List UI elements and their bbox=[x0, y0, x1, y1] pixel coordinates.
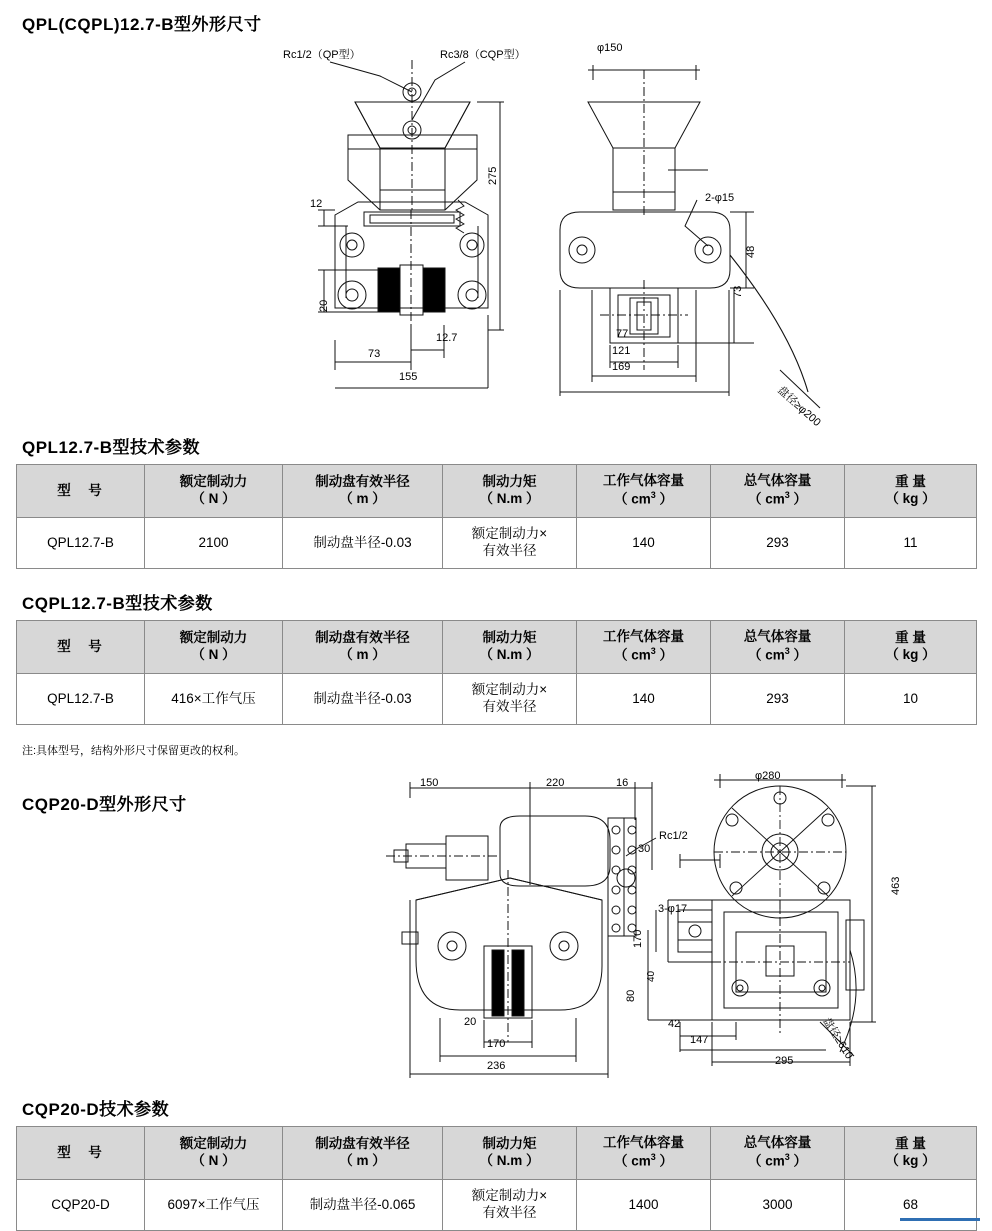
dim-48: 48 bbox=[745, 245, 757, 258]
cell-weight: 68 bbox=[845, 1180, 977, 1231]
th-model: 型 号 bbox=[17, 1127, 145, 1180]
drawing-cqp20-outline bbox=[380, 760, 900, 1090]
dim-463: 463 bbox=[890, 876, 902, 895]
th-work-gas: 工作气体容量 （ $cm^3$ ） bbox=[577, 465, 711, 518]
th-torque: 制动力矩 （ N.m ） bbox=[443, 1127, 577, 1180]
table-qpl12-7-b bbox=[16, 464, 977, 569]
th-disc-radius: 制动盘有效半径 （ m ） bbox=[283, 1127, 443, 1180]
dim-155: 155 bbox=[399, 371, 418, 383]
footnote: 注:具体型号，结构外形尺寸保留更改的权利。 bbox=[22, 745, 246, 757]
label-3phi17: 3-φ17 bbox=[658, 903, 688, 915]
th-total-gas: 总气体容量 （ $cm^3$ ） bbox=[711, 465, 845, 518]
th-rated-force: 额定制动力 （ N ） bbox=[145, 1127, 283, 1180]
cell-total-gas: 293 bbox=[711, 518, 845, 569]
dim-phi150: φ150 bbox=[597, 42, 623, 54]
cell-torque: 额定制动力× 有效半径 bbox=[443, 674, 577, 725]
dim-20b: 20 bbox=[464, 1016, 477, 1028]
cell-disc-radius: 制动盘半径-0.03 bbox=[283, 518, 443, 569]
cell-torque: 额定制动力× 有效半径 bbox=[443, 518, 577, 569]
cell-weight: 10 bbox=[845, 674, 977, 725]
dim-220: 220 bbox=[546, 777, 565, 789]
th-rated-force: 额定制动力 （ N ） bbox=[145, 465, 283, 518]
dim-12-7: 12.7 bbox=[436, 332, 458, 344]
section-title-cqp20-outline: CQP20-D型外形尺寸 bbox=[22, 795, 187, 814]
label-rc12-2: Rc1/2 bbox=[659, 830, 688, 842]
cell-rated-force: 2100 bbox=[145, 518, 283, 569]
label-rc12: Rc1/2（QP型） bbox=[283, 49, 361, 61]
th-disc-radius: 制动盘有效半径 （ m ） bbox=[283, 621, 443, 674]
cell-work-gas: 140 bbox=[577, 518, 711, 569]
th-rated-force: 额定制动力 （ N ） bbox=[145, 621, 283, 674]
cell-model: QPL12.7-B bbox=[17, 674, 145, 725]
th-weight: 重 量 （ kg ） bbox=[845, 465, 977, 518]
dim-150: 150 bbox=[420, 777, 439, 789]
dim-12: 12 bbox=[310, 198, 323, 210]
label-rc38: Rc3/8（CQP型） bbox=[440, 49, 526, 61]
cell-model: CQP20-D bbox=[17, 1180, 145, 1231]
table-header-row bbox=[17, 465, 977, 518]
dim-40: 40 bbox=[646, 970, 657, 982]
dim-170-v: 170 bbox=[632, 929, 644, 948]
dim-147: 147 bbox=[690, 1034, 709, 1046]
table-row bbox=[17, 518, 977, 569]
table-header-row bbox=[17, 621, 977, 674]
dim-236: 236 bbox=[487, 1060, 506, 1072]
th-weight: 重 量 （ kg ） bbox=[845, 1127, 977, 1180]
section-title-qpl-outline: QPL(CQPL)12.7-B型外形尺寸 bbox=[22, 15, 262, 34]
dim-170: 170 bbox=[487, 1038, 506, 1050]
section-title-cqpl-params: CQPL12.7-B型技术参数 bbox=[22, 594, 213, 613]
th-model: 型 号 bbox=[17, 465, 145, 518]
section-title-cqp20-params: CQP20-D技术参数 bbox=[22, 1100, 170, 1119]
dim-121: 121 bbox=[612, 345, 631, 357]
table-row bbox=[17, 1180, 977, 1231]
th-work-gas: 工作气体容量 （ $cm^3$ ） bbox=[577, 1127, 711, 1180]
label-disc-diameter: 盘径≥φ200 bbox=[774, 384, 823, 429]
table-row bbox=[17, 674, 977, 725]
dim-phi280: φ280 bbox=[755, 770, 781, 782]
table-cqpl12-7-b bbox=[16, 620, 977, 725]
cell-disc-radius: 制动盘半径-0.03 bbox=[283, 674, 443, 725]
dim-77: 77 bbox=[616, 328, 629, 340]
th-torque: 制动力矩 （ N.m ） bbox=[443, 621, 577, 674]
cell-total-gas: 3000 bbox=[711, 1180, 845, 1231]
th-total-gas: 总气体容量 （ $cm^3$ ） bbox=[711, 621, 845, 674]
table-header-row bbox=[17, 1127, 977, 1180]
th-torque: 制动力矩 （ N.m ） bbox=[443, 465, 577, 518]
cell-work-gas: 140 bbox=[577, 674, 711, 725]
dim-16: 16 bbox=[616, 777, 629, 789]
cell-torque: 额定制动力× 有效半径 bbox=[443, 1180, 577, 1231]
th-disc-radius: 制动盘有效半径 （ m ） bbox=[283, 465, 443, 518]
th-total-gas: 总气体容量 （ $cm^3$ ） bbox=[711, 1127, 845, 1180]
dim-80: 80 bbox=[625, 989, 637, 1002]
dim-295: 295 bbox=[775, 1055, 794, 1067]
cell-rated-force: 416×工作气压 bbox=[145, 674, 283, 725]
cell-total-gas: 293 bbox=[711, 674, 845, 725]
cell-weight: 11 bbox=[845, 518, 977, 569]
cell-rated-force: 6097×工作气压 bbox=[145, 1180, 283, 1231]
cell-work-gas: 1400 bbox=[577, 1180, 711, 1231]
dim-73b: 73 bbox=[732, 285, 744, 298]
table-cqp20-d bbox=[16, 1126, 977, 1231]
dim-73: 73 bbox=[368, 348, 381, 360]
section-title-qpl-params: QPL12.7-B型技术参数 bbox=[22, 438, 200, 457]
cell-disc-radius: 制动盘半径-0.065 bbox=[283, 1180, 443, 1231]
th-model: 型 号 bbox=[17, 621, 145, 674]
th-weight: 重 量 （ kg ） bbox=[845, 621, 977, 674]
th-work-gas: 工作气体容量 （ $cm^3$ ） bbox=[577, 621, 711, 674]
drawing-qpl-outline bbox=[260, 40, 880, 440]
dim-275: 275 bbox=[487, 166, 499, 185]
dim-20: 20 bbox=[318, 299, 330, 312]
label-disc-diameter-2: 盘径≥610 bbox=[820, 1015, 856, 1062]
label-2phi15: 2-φ15 bbox=[705, 192, 735, 204]
dim-42: 42 bbox=[668, 1018, 681, 1030]
dim-30: 30 bbox=[638, 843, 651, 855]
dim-169: 169 bbox=[612, 361, 631, 373]
cell-model: QPL12.7-B bbox=[17, 518, 145, 569]
page-bottom-accent bbox=[900, 1218, 980, 1221]
